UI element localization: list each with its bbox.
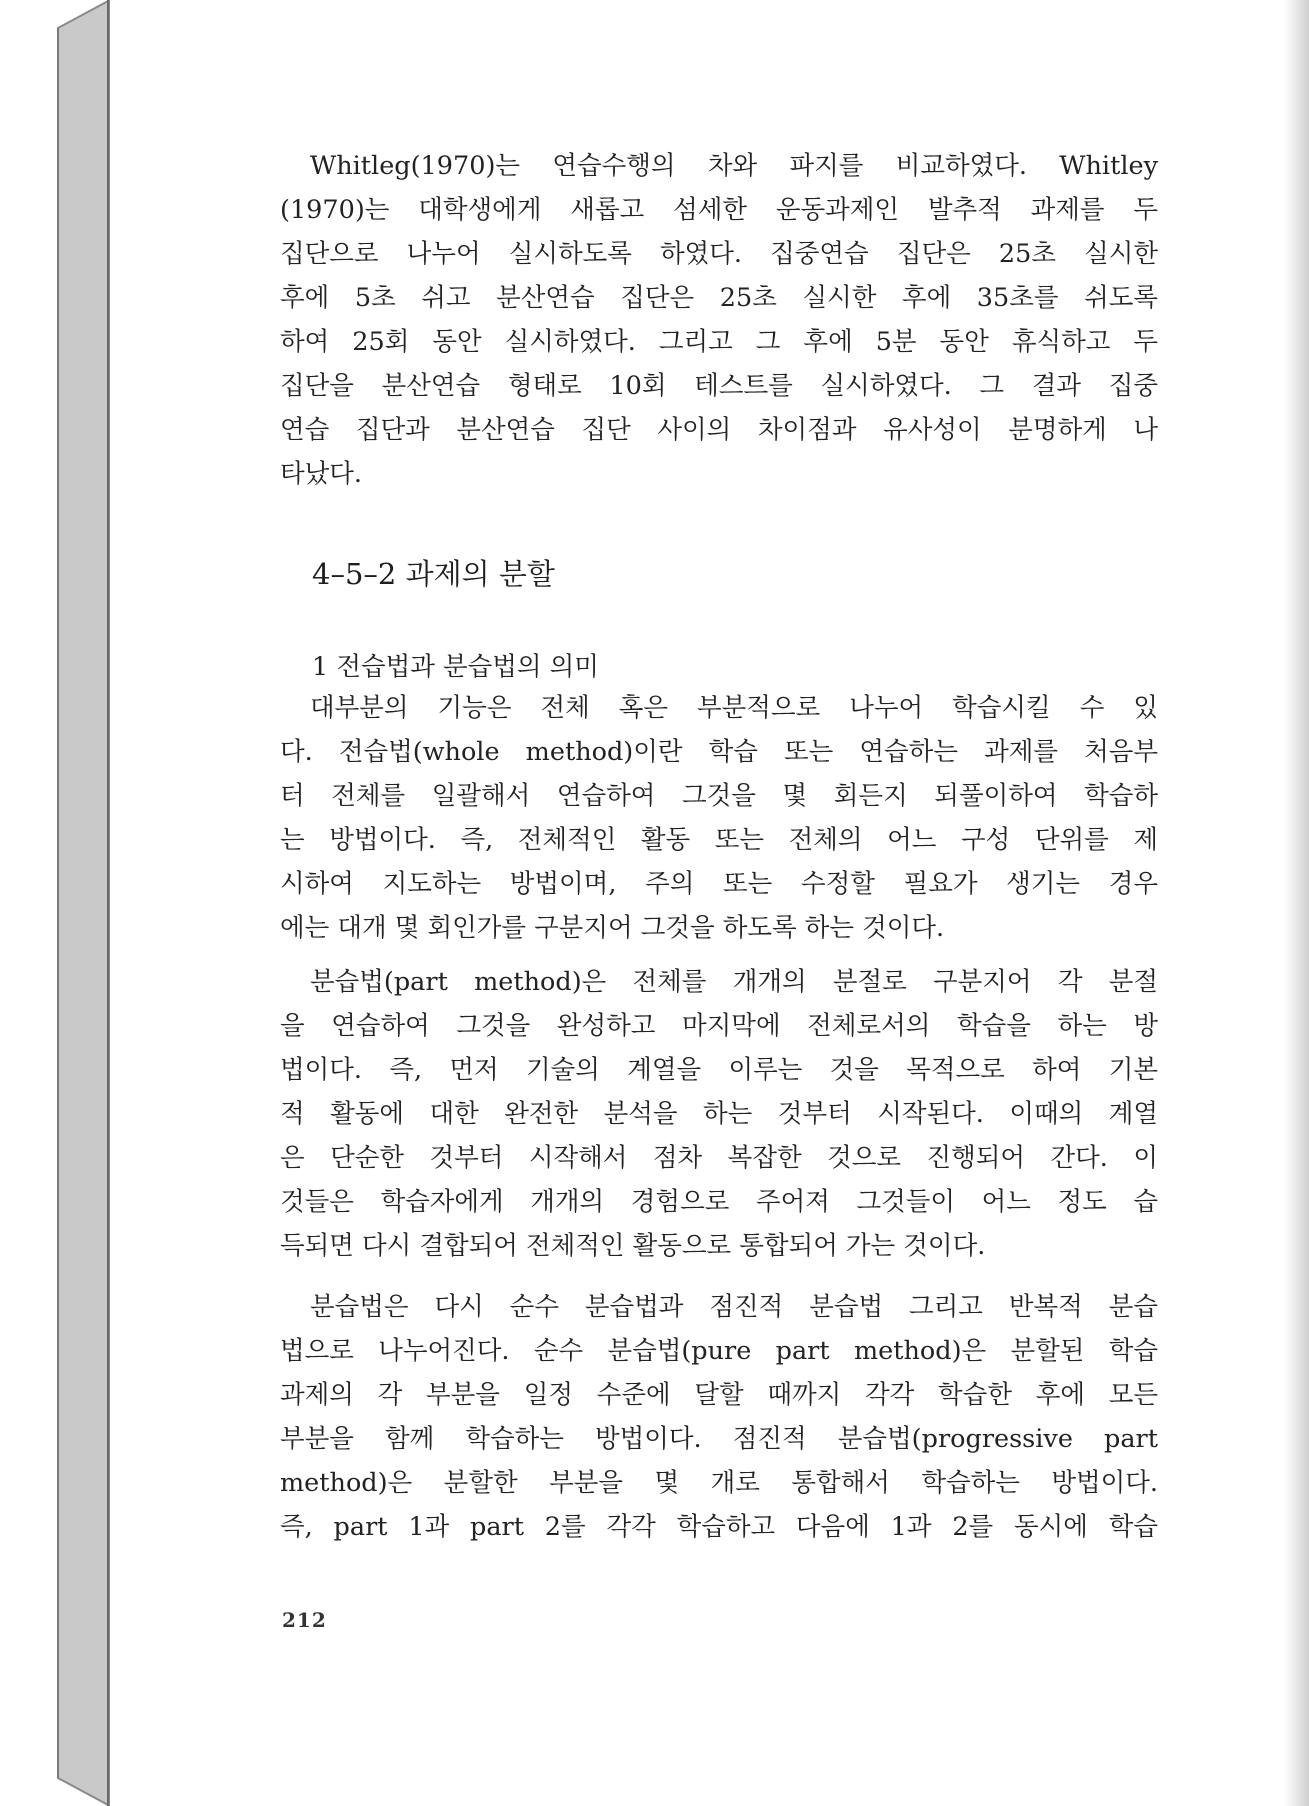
paragraph-1 [280, 144, 1158, 496]
text-line: 하여 25회 동안 실시하였다. 그리고 그 후에 5분 동안 휴식하고 두 [280, 327, 1158, 357]
text-line: 법으로 나누어진다. 순수 분습법(pure part method)은 분할된 학습 [280, 1336, 1158, 1366]
text-line: 을 연습하여 그것을 완성하고 마지막에 전체로서의 학습을 하는 방 [280, 1011, 1158, 1041]
page-right-edge-shadow [1283, 0, 1309, 1806]
paragraph-4 [280, 1285, 1158, 1549]
text-line: 연습 집단과 분산연습 집단 사이의 차이점과 유사성이 분명하게 나 [280, 415, 1158, 445]
text-line: 즉, part 1과 part 2를 각각 학습하고 다음에 1과 2를 동시에 학습 [280, 1512, 1158, 1542]
text-line: 부분을 함께 학습하는 방법이다. 점진적 분습법(progressive part [280, 1424, 1158, 1454]
text-line: 집단으로 나누어 실시하도록 하였다. 집중연습 집단은 25초 실시한 [280, 239, 1158, 269]
text-line: 분습법(part method)은 전체를 개개의 분절로 구분지어 각 분절 [310, 967, 1158, 997]
text-line: 후에 5초 쉬고 분산연습 집단은 25초 실시한 후에 35초를 쉬도록 [280, 283, 1158, 313]
paragraph-2 [280, 686, 1158, 950]
subsection-heading: 1 전습법과 분습법의 의미 [312, 652, 599, 682]
text-line: 대부분의 기능은 전체 혹은 부분적으로 나누어 학습시킬 수 있 [310, 693, 1158, 723]
text-line: 과제의 각 부분을 일정 수준에 달할 때까지 각각 학습한 후에 모든 [280, 1380, 1158, 1410]
text-line: 타났다. [280, 459, 363, 489]
paragraph-3 [280, 960, 1158, 1268]
page-number: 212 [282, 1608, 327, 1632]
text-line: Whitleg(1970)는 연습수행의 차와 파지를 비교하였다. Whitley [310, 151, 1158, 181]
text-line: 는 방법이다. 즉, 전체적인 활동 또는 전체의 어느 구성 단위를 제 [280, 825, 1158, 855]
book-spine [0, 0, 110, 1806]
text-line: 법이다. 즉, 먼저 기술의 계열을 이루는 것을 목적으로 하여 기본 [280, 1055, 1158, 1085]
text-line: method)은 분할한 부분을 몇 개로 통합해서 학습하는 방법이다. [280, 1468, 1158, 1498]
text-line: 다. 전습법(whole method)이란 학습 또는 연습하는 과제를 처음부 [280, 737, 1158, 767]
text-line: 것들은 학습자에게 개개의 경험으로 주어져 그것들이 어느 정도 습 [280, 1187, 1158, 1217]
text-line: 분습법은 다시 순수 분습법과 점진적 분습법 그리고 반복적 분습 [310, 1292, 1158, 1322]
text-line: 적 활동에 대한 완전한 분석을 하는 것부터 시작된다. 이때의 계열 [280, 1099, 1158, 1129]
text-line: 득되면 다시 결합되어 전체적인 활동으로 통합되어 가는 것이다. [280, 1231, 986, 1261]
text-line: 터 전체를 일괄해서 연습하여 그것을 몇 회든지 되풀이하여 학습하 [280, 781, 1158, 811]
text-line: 시하여 지도하는 방법이며, 주의 또는 수정할 필요가 생기는 경우 [280, 869, 1158, 899]
text-line: (1970)는 대학생에게 새롭고 섬세한 운동과제인 발추적 과제를 두 [280, 195, 1158, 225]
text-line: 은 단순한 것부터 시작해서 점차 복잡한 것으로 진행되어 간다. 이 [280, 1143, 1158, 1173]
text-line: 에는 대개 몇 회인가를 구분지어 그것을 하도록 하는 것이다. [280, 913, 945, 943]
text-line: 집단을 분산연습 형태로 10회 테스트를 실시하였다. 그 결과 집중 [280, 371, 1158, 401]
section-heading: 4–5–2 과제의 분할 [312, 557, 555, 591]
